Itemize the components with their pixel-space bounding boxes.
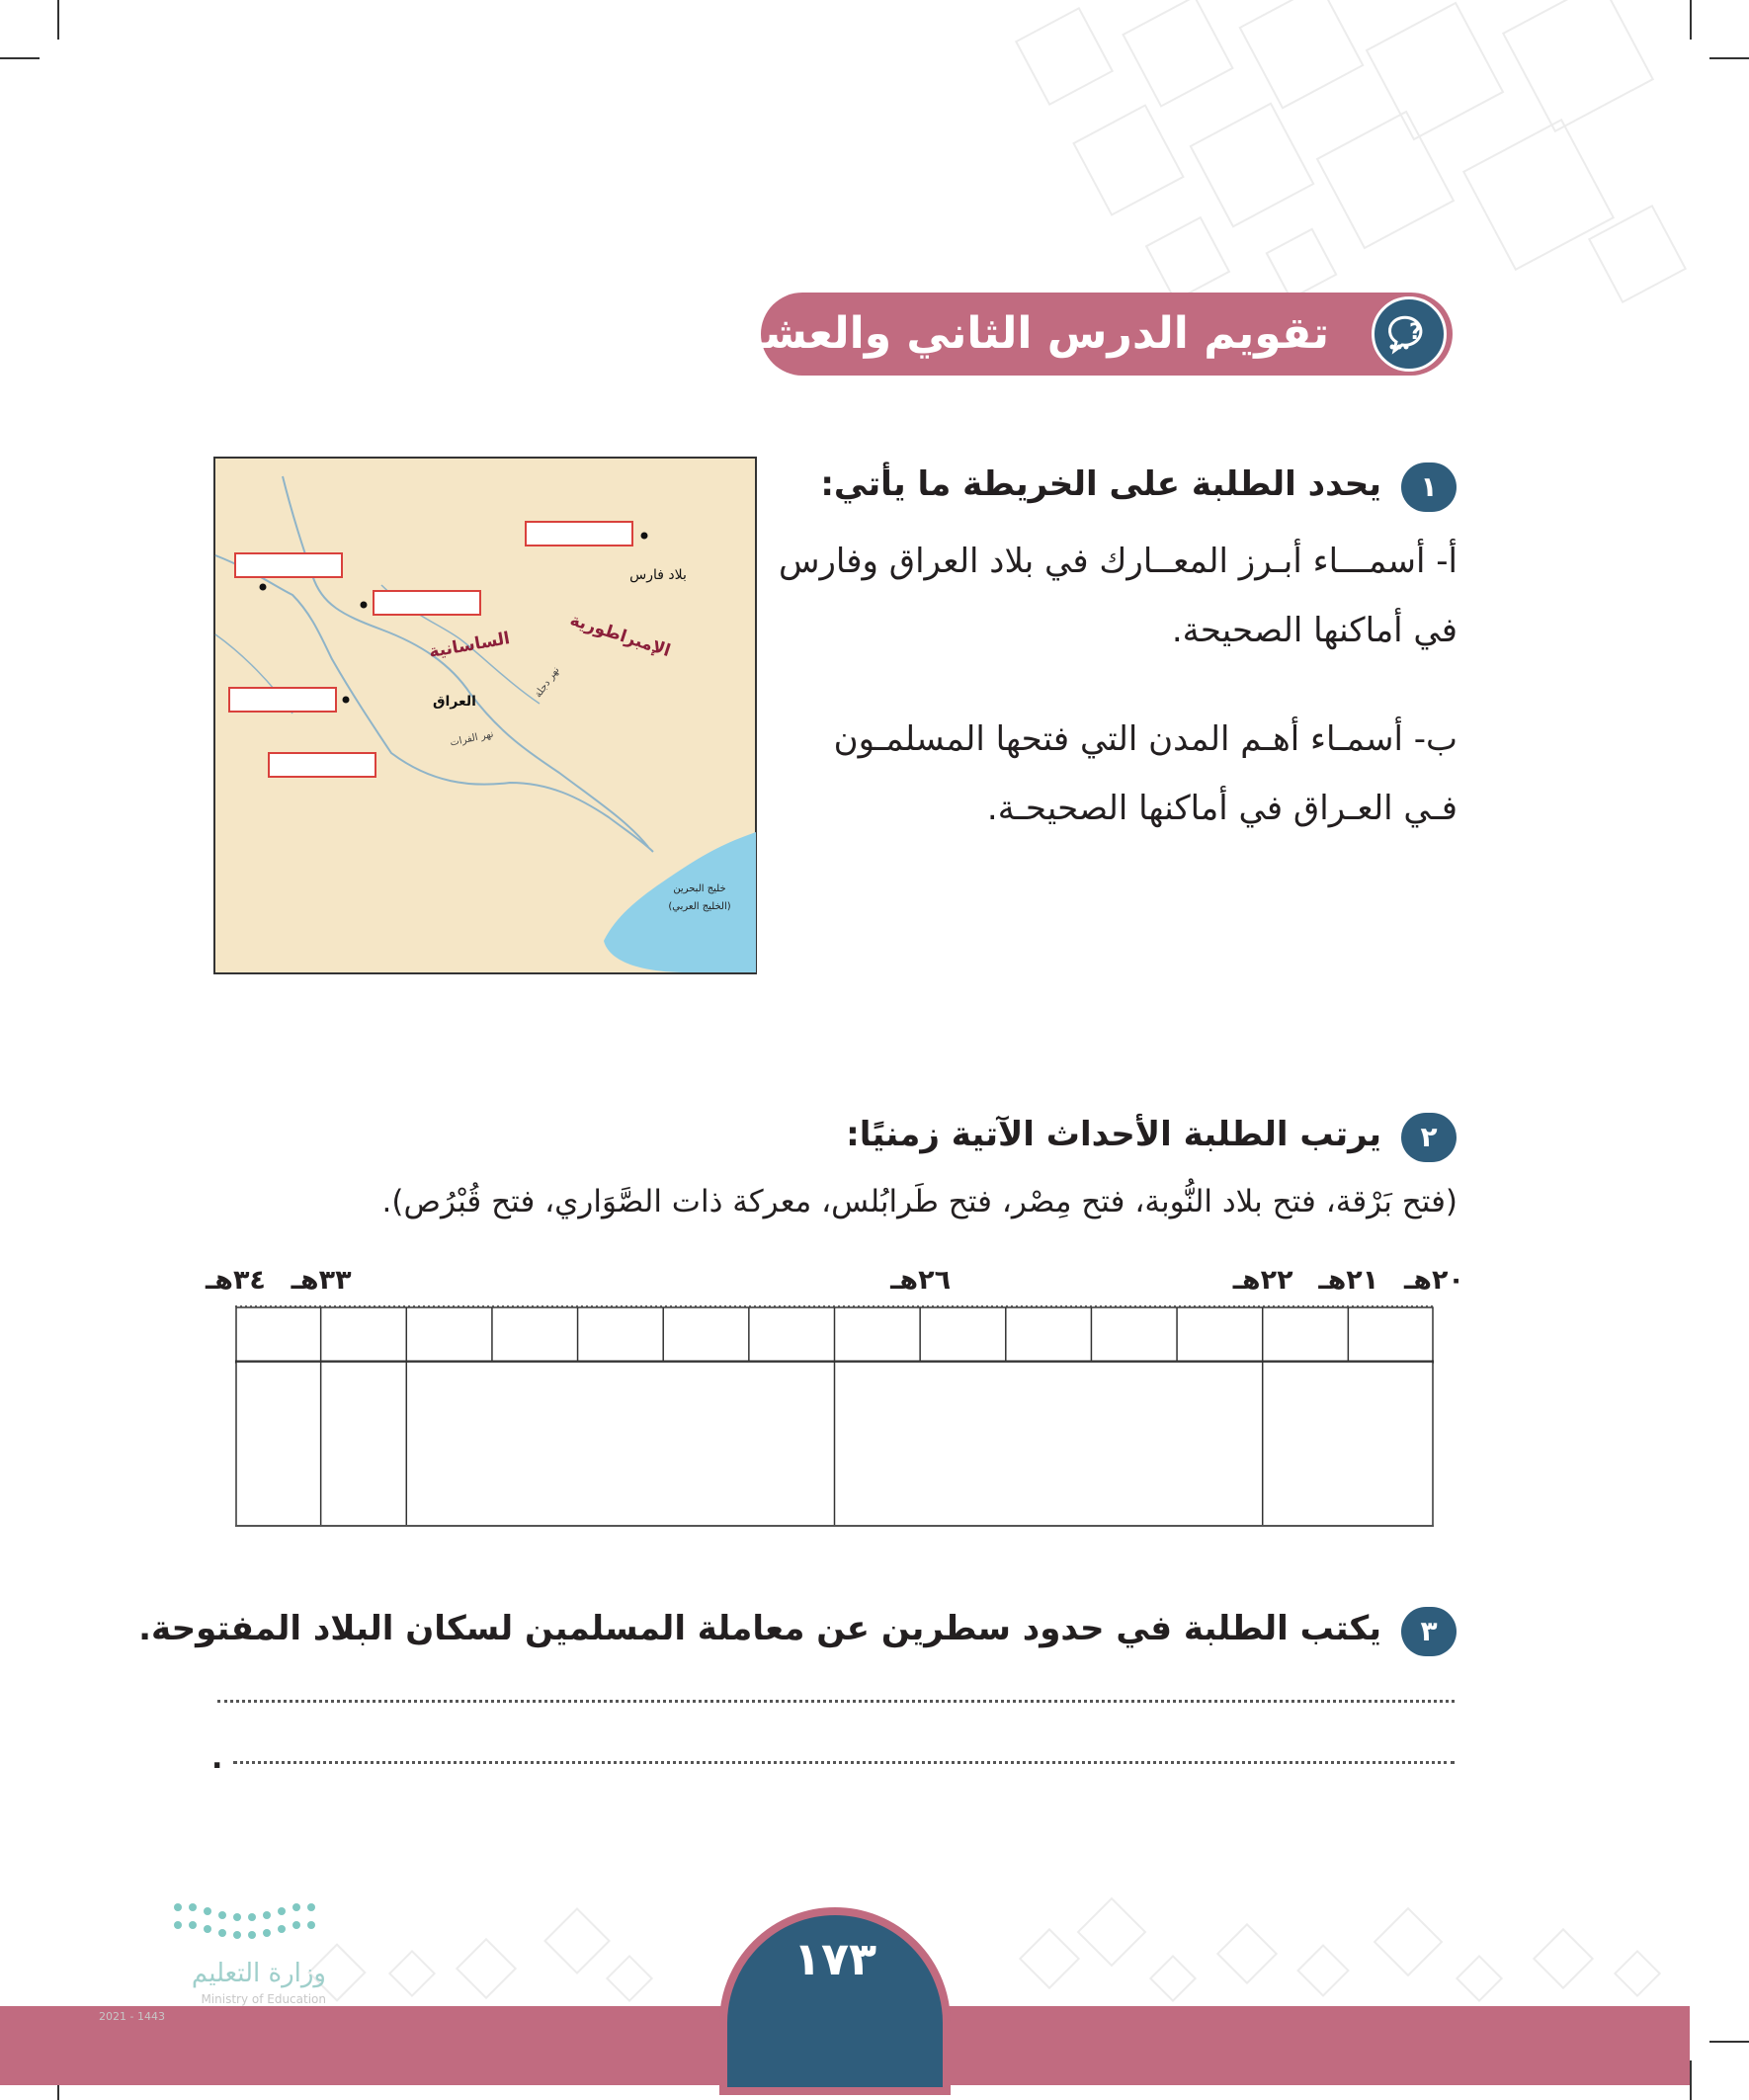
- timeline-year-label: ٣٤هـ: [206, 1265, 266, 1296]
- timeline-year-label: ٢٠هـ: [1404, 1265, 1464, 1296]
- lesson-title-banner: [682, 293, 1453, 376]
- map-label-empire: الإمبراطورية: [567, 610, 673, 662]
- crop-mark: [1690, 0, 1692, 40]
- map-label-gulf-arabic: (الخليج العربي): [668, 901, 731, 912]
- answer-line-1: [217, 1700, 1455, 1703]
- map-label-iraq: العراق: [433, 694, 476, 710]
- map-label-gulf: خليج البحرين: [673, 883, 726, 894]
- question-1b-line1: ب- أسمـاء أهـم المدن التي فتحها المسلمـون: [833, 719, 1458, 759]
- question-1a-line2: في أماكنها الصحيحة.: [1171, 611, 1458, 650]
- timeline-year-label: ٢٦هـ: [890, 1265, 952, 1296]
- question-1-badge: ١: [1401, 462, 1457, 512]
- timeline-grid: [235, 1304, 1434, 1527]
- ministry-year: 2021 - 1443: [99, 2010, 165, 2023]
- question-2-prompt: يرتب الطلبة الأحداث الآتية زمنيًا:: [846, 1115, 1381, 1154]
- map-label-sasanian: الساسانية: [427, 629, 512, 663]
- page-number: ١٧٣: [792, 1932, 877, 1985]
- ministry-logo: [99, 1897, 326, 2036]
- timeline-year-label: ٢٢هـ: [1232, 1265, 1293, 1296]
- crop-mark: [1709, 2041, 1749, 2043]
- ministry-logo-dots-icon: [99, 1897, 326, 1957]
- timeline-year-label: ٣٣هـ: [291, 1265, 352, 1296]
- lesson-title: تقويم الدرس الثاني والعشرين: [682, 308, 1329, 359]
- question-3-badge: ٣: [1401, 1607, 1457, 1656]
- question-2-badge: ٢: [1401, 1113, 1457, 1162]
- answer-line-end-dot: .: [211, 1741, 223, 1776]
- question-1a-line1: أ- أسمـــاء أبـرز المعــارك في بلاد العراق وفارس: [778, 542, 1458, 581]
- question-2-events: (فتح بَرْقة، فتح بلاد النُّوبة، فتح مِصْر، فتح طَرابُلس، معركة ذات الصَّوَاري، فتح قُبْرُص).: [381, 1184, 1458, 1219]
- crop-mark: [1690, 2060, 1692, 2100]
- map-label-tigris: نهر دجلة: [533, 664, 562, 701]
- iraq-persia-map: [213, 457, 757, 974]
- timeline-year-label: ٢١هـ: [1318, 1265, 1379, 1296]
- map-label-euphrates: نهر الفرات: [449, 728, 495, 749]
- ministry-name-ar: وزارة التعليم: [191, 1959, 326, 1988]
- crop-mark: [1709, 57, 1749, 59]
- ministry-name-en: Ministry of Education: [201, 1992, 326, 2006]
- question-1b-line2: فـي العـراق في أماكنها الصحيحـة.: [986, 789, 1458, 828]
- question-1-prompt: يحدد الطلبة على الخريطة ما يأتي:: [820, 464, 1381, 504]
- question-chat-icon: [1372, 296, 1447, 372]
- question-3-prompt: يكتب الطلبة في حدود سطرين عن معاملة المسلمين لسكان البلاد المفتوحة.: [138, 1609, 1381, 1648]
- map-label-persia: بلاد فارس: [629, 567, 687, 583]
- answer-line-2: [233, 1761, 1455, 1764]
- crop-mark: [0, 57, 40, 59]
- svg-text:?: ?: [1409, 320, 1422, 345]
- crop-mark: [57, 0, 59, 40]
